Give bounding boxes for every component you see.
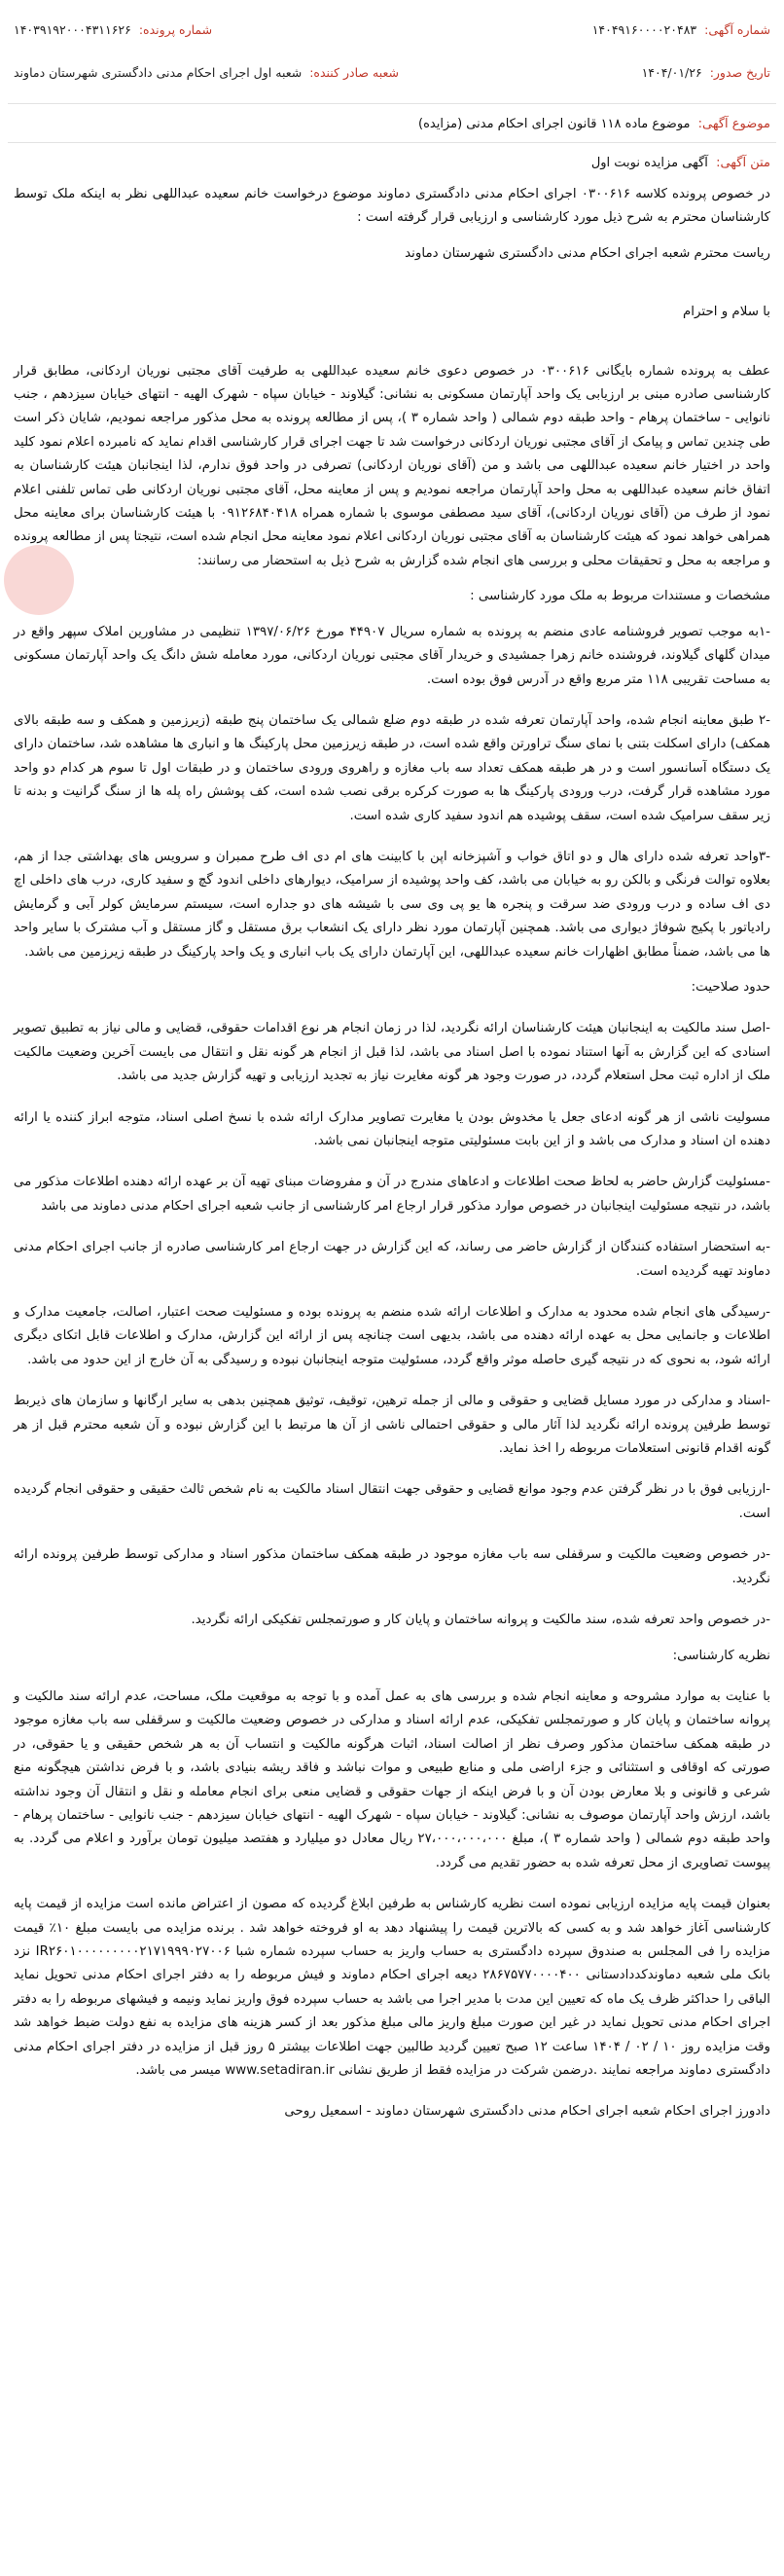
subject-label: موضوع آگهی:: [697, 117, 770, 131]
notice-number: [592, 21, 770, 39]
paragraph: -اسناد و مدارکی در مورد مسایل قضایی و حقوقی و مالی از جمله ترهین، توقیف، توثیق همچنین بدهی به سایر ارگانها و سازمان های ذیربط توسط طرفین پرونده ارائه نگردید لذا آثار مالی و حقوقی احتمالی ناشی از آن ها مرتبط با این گزارش نبوده و آن شعبه محترم قبل از هر گونه اقدام قانونی استعلامات مربوطه را اخذ نماید.: [14, 1394, 770, 1457]
paragraph: بعنوان قیمت پایه مزایده ارزیابی نموده است نظریه کارشناس به طرفین ابلاغ گردیده که مصون از اعتراض مانده است مزایده از قیمت پایه کارشناسی آغاز خواهد شد و به کسی که بالاترین قیمت را پیشنهاد دهد به او فروخته خواهد شد . برنده مزایده می بایست مبلغ ۱۰٪ قیمت مزایده را فی المجلس به صندوق سپرده دادگستری به حساب واریز به حساب سپرده شماره شبا IR۲۶۰۱۰۰۰۰۰۰۰۰۰۲۱۷۱۹۹۹۰۲۷۰۰۶ نزد بانک ملی شعبه دماوندکددادستانی ۲۸۶۷۵۷۷۰۰۰۰۴۰۰ دیعه اجرای احکام دماوند و فیش مربوطه را به دفتر اجرای احکام مدنی تحویل نماید الباقی را حداکثر ظرف یک ماه که تعیین این مدت با مدیر اجرا می باشد به حساب سپرده فوق واریز نماید ونیمه و فیشهای مربوطه را به دفتر اجرای احکام مدنی تحویل نماید در غیر این صورت مبلغ واریز مالی مبلغ مذکور بعد از کسر هزینه های مزایده به نفع دولت ضبط خواهد شد وقت مزایده روز ۱۰ / ۰۲ / ۱۴۰۴ ساعت ۱۲ صبح تعیین گردید طالبین جهت اطلاعات بیشتر ۵ روز قبل از مزایده در دفتر اجرای احکام مدنی دادگستری دماوند مراجعه نمایند .درضمن شرکت در مزایده فقط از طریق نشانی www.setadiran.ir میسر می باشد.: [14, 1897, 770, 2078]
notice-number-label: شماره آگهی:: [704, 22, 770, 37]
paragraph: عطف به پرونده شماره بایگانی ۰۳۰۰۶۱۶ در خصوص دعوی خانم سعیده عبداللهی به طرفیت آقای مجتبی نوریان اردکانی، مطابق قرار کارشناسی صادره مبنی بر ارزیابی یک واحد آپارتمان مسکونی به نشانی: گیلاوند - خیابان سپاه - شهرک الهیه - انتهای خیابان سیزدهم ، جنب نانوایی - ساختمان پرهام - واحد طبقه دوم شمالی ( واحد شماره ۳ )، پس از مطالعه پرونده به محل مذکور مراجعه نمودیم، شایان ذکر است طی چندین تماس و پیامک از آقای مجتبی نوریان اردکانی درخواست شد تا جهت اجرای قرار کارشناسی اقدام نماید که نامبرده اعلام نمود کلید واحد در اختیار خانم سعیده عبداللهی می باشد و من (آقای نوریان اردکانی) تصرفی در واحد فوق ندارم، لذا اینجانبان هیئت کارشناسان به اتفاق خانم سعیده عبداللهی به محل واحد آپارتمان مراجعه نمودیم و پس از معاینه محل، آقای مجتبی نوریان اردکانی طی تماس تلفنی اعلام نمود از طرف من (آقای نوریان اردکانی)، آقای سید مصطفی موسوی با شماره همراه ۰۹۱۲۶۸۴۰۴۱۸ با هیئت کارشناسان برای معاینه محل همراهی خواهد نمود که هیئت کارشناسان به آقای مجتبی نوریان اردکانی اعلام نمود معاینه محل انجام شده است، نتیجتا پس از مطالعه پرونده و مراجعه به محل و تحقیقات محلی و بررسی های انجام شده گزارش به شرح ذیل به استحضار می رسانند:: [14, 363, 771, 568]
paragraph: حدود صلاحیت:: [691, 979, 770, 995]
file-number: [14, 21, 212, 39]
paragraph: در خصوص پرونده کلاسه ۰۳۰۰۶۱۶ اجرای احکام مدنی دادگستری دماوند موضوع درخواست خانم سعیده عبداللهی نظر به اینکه ملک توسط کارشناسان محترم به شرح ذیل مورد کارشناسی و ارزیابی قرار گرفته است :: [14, 187, 770, 226]
paragraph: -به استحضار استفاده کنندگان از گزارش حاضر می رساند، که این گزارش در جهت ارجاع امر کارشناسی صادره از جانب اجرای احکام مدنی دماوند تهیه گردیده است.: [14, 1240, 770, 1279]
paragraph: مسولیت ناشی از هر گونه ادعای جعل یا مخدوش بودن یا مغایرت تصاویر مدارک ارائه شده با نسخ اصلی اسناد، متوجه ابراز کننده یا ارائه دهنده ان اسناد و مدارک می باشد و از این بابت مسئولیتی متوجه اینجانبان نمی باشد.: [14, 1109, 770, 1148]
paragraph: ریاست محترم شعبه اجرای احکام مدنی دادگستری شهرستان دماوند: [405, 245, 770, 261]
subject-value: موضوع ماده ۱۱۸ قانون اجرای احکام مدنی (مزایده): [418, 117, 691, 131]
paragraph: نظریه کارشناسی:: [672, 1648, 770, 1663]
paragraph: دادورز اجرای احکام شعبه اجرای احکام مدنی دادگستری شهرستان دماوند - اسمعیل روحی: [284, 2104, 770, 2120]
issuing-branch: [14, 64, 399, 82]
paragraph: -رسیدگی های انجام شده محدود به مدارک و اطلاعات ارائه شده منضم به پرونده بوده و مسئولیت صحت اعتبار، اصالت، جامعیت مدارک و اطلاعات و جانمایی محل به عهده ارائه دهنده می باشد، بدیهی است چنانچه پس از ارائه این گزارش، مدارک و اطلاعات قابل اتکای دیگری ارائه شود، به نحوی که در نتیجه گیری حاصله موثر واقع گردد، مسئولیت متوجه اینجانبان نبوده و رسیدگی به آن خارج از این حدود می باشد.: [14, 1305, 770, 1367]
issuing-branch-value: شعبه اول اجرای احکام مدنی دادگستری شهرستان دماوند: [14, 65, 303, 80]
notice-meta: [0, 0, 784, 97]
paragraph: با عنایت به موارد مشروحه و معاینه انجام شده و بررسی های به عمل آمده و با توجه به موقعیت ملک، مساحت، عدم ارائه سند مالکیت و پروانه ساختمان و پایان کار و صورتمجلس تفکیکی، عدم ارائه اسناد و مدارکی در خصوص وضعیت مالکیت و سرقفلی سه باب مغازه موجود در طبقه همکف ساختمان مذکور وصرف نظر از اصالت اسناد، اثبات هرگونه مالکیت و انتساب آن به هر شخص حقیقی و یا حقوقی، در صورتی که اوقافی و استثنائی و جزء اراضی ملی و منابع طبیعی و موات نباشد و فاقد ریشه بنیادی باشد، و با فرض نداشتن هیچگونه منع شرعی و قانونی و بلا معارض بودن آن و با فرض اینکه از جهات حقوقی و قضایی منعی برای انجام معامله و نقل و انتقال آن وجود نداشته باشد، ارزش واحد آپارتمان موصوف به نشانی: گیلاوند - خیابان سپاه - شهرک الهیه - انتهای خیابان سیزدهم - جنب نانوایی - ساختمان پرهام - واحد طبقه دوم شمالی ( واحد شماره ۳ )، مبلغ ۲۷،۰۰۰،۰۰۰،۰۰۰ ریال معادل دو میلیارد و هفتصد میلیون تومان برآورد و اعلام می گردد. به پیوست تصاویری از محل تعرفه شده به حضور تقدیم می گردد.: [14, 1688, 770, 1870]
issuing-branch-label: شعبه صادر کننده:: [309, 65, 399, 80]
file-number-label: شماره پرونده:: [138, 22, 213, 37]
paragraph: -اصل سند مالکیت به اینجانبان هیئت کارشناسان ارائه نگردید، لذا در زمان انجام هر نوع اقدامات حقوقی، قضایی و مالی نیاز به تطبیق تصویر اسنادی که این گزارش به آنها استناد نموده با اصل اسناد می باشد، لذا قبل از انجام هر گونه نقل و انتقال می بایست آخرین وضعیت مالکیت ملک از اداره ثبت محل استعلام گردد، در صورت وجود هر گونه مغایرت نیاز به تجدید ارزیابی و تهیه گزارش جدید می باشد.: [14, 1021, 770, 1084]
paragraph: -در خصوص واحد تعرفه شده، سند مالکیت و پروانه ساختمان و پایان کار و صورتمجلس تفکیکی ارائه نگردید.: [191, 1613, 770, 1628]
notice-number-value: ۱۴۰۴۹۱۶۰۰۰۰۲۰۴۸۳: [591, 22, 697, 37]
paragraph: -در خصوص وضعیت مالکیت و سرقفلی سه باب مغازه موجود در طبقه همکف ساختمان مذکور اسناد و مدارکی توسط طرفین پرونده ارائه نگردید.: [14, 1547, 770, 1586]
paragraph: با سلام و احترام: [683, 305, 770, 320]
issue-date-value: ۱۴۰۴/۰۱/۲۶: [641, 65, 702, 80]
paragraph: -۲ طبق معاینه انجام شده، واحد آپارتمان تعرفه شده در طبقه دوم ضلع شمالی یک ساختمان پنج طبقه (زیرزمین و همکف و سه طبقه بالای همکف) دارای اسکلت بتنی با نمای سنگ تراورتن واقع شده است، در طبقه زیرزمین محل پارکینگ ها و انباری ها مشاهده شد، ساختمان دارای یک دستگاه آسانسور است و در هر طبقه همکف تعداد سه باب مغازه و راهروی ورودی ساختمان و در طبقات اول تا سوم هر کدام دو واحد مورد مشاهده قرار گرفت، درب ورودی پارکینگ ها به صورت کرکره برقی نصب شده است، کف پوشش راه پله ها از سنگ گرانیت و بدنه تا زیر سقف سرامیک شده است، سقف پوشیده هم اندود سفید کاری شده است.: [14, 712, 770, 823]
text-header-label: متن آگهی:: [716, 156, 770, 170]
issue-date: [642, 64, 770, 82]
notice-body: [14, 183, 770, 2124]
text-header-value: آگهی مزایده نوبت اول: [590, 156, 708, 170]
paragraph: -مسئولیت گزارش حاضر به لحاظ صحت اطلاعات و ادعاهای مندرج در آن و مفروضات مبنای تهیه آن بر عهده ارائه دهنده اطلاعات مذکور می باشد، در نتیجه مسئولیت اینجانبان در خصوص موارد مذکور قرار ارجاع امر کارشناسی از جانب شعبه اجرای احکام مدنی دماوند می باشد: [14, 1175, 770, 1214]
notice-text-header: [591, 156, 770, 170]
file-number-value: ۱۴۰۳۹۱۹۲۰۰۰۴۳۱۱۶۲۶: [14, 22, 131, 37]
divider: [8, 142, 776, 143]
issue-date-label: تاریخ صدور:: [709, 65, 770, 80]
paragraph: -۳واحد تعرفه شده دارای هال و دو اتاق خواب و آشپزخانه اپن با کابینت های ام دی اف طرح ممبران و سرویس های بهداشتی جدا از هم، بعلاوه توالت فرنگی و بالکن رو به خیابان می باشد، کف واحد پوشیده از سرامیک، دیوارهای داخلی اندود گچ و سفید کاری، درب های داخلی اچ دی اف ساده و درب ورودی ضد سرقت و پنجره ها یو پی وی سی با شیشه های دو جداره است، سیستم سرمایش کولر آبی و گرمایش رادیاتور با پکیج شوفاژ دیواری می باشد. همچنین آپارتمان مورد نظر دارای یک انشعاب برق مستقل و گاز مستقل و آب مشترک با سایر واحد ها می باشد، ضمناً مطابق اظهارات خانم سعیده عبداللهی، این آپارتمان دارای یک باب انباری و یک واحد پارکینگ در طبقه زیرزمین می باشد.: [14, 849, 770, 960]
paragraph: -۱به موجب تصویر فروشنامه عادی منضم به پرونده به شماره سریال ۴۴۹۰۷ مورخ ۱۳۹۷/۰۶/۲۶ تنظیمی در مشاورین املاک سپهر واقع در میدان گلهای گیلاوند، فروشنده خانم زهرا جمشیدی و خریدار آقای مجتبی نوریان اردکانی، مورد معامله شش دانگ یک واحد آپارتمان مسکونی به مساحت تقریبی ۱۱۸ متر مربع واقع در آدرس فوق بوده است.: [14, 624, 770, 687]
paragraph: -ارزیابی فوق با در نظر گرفتن عدم وجود موانع قضایی و حقوقی جهت انتقال اسناد مالکیت به نام شخص ثالث حقیقی و حقوقی انجام گردیده است.: [14, 1482, 770, 1521]
paragraph: مشخصات و مستندات مربوط به ملک مورد کارشناسی :: [470, 589, 770, 604]
notice-subject: [418, 117, 770, 131]
divider: [8, 103, 776, 104]
